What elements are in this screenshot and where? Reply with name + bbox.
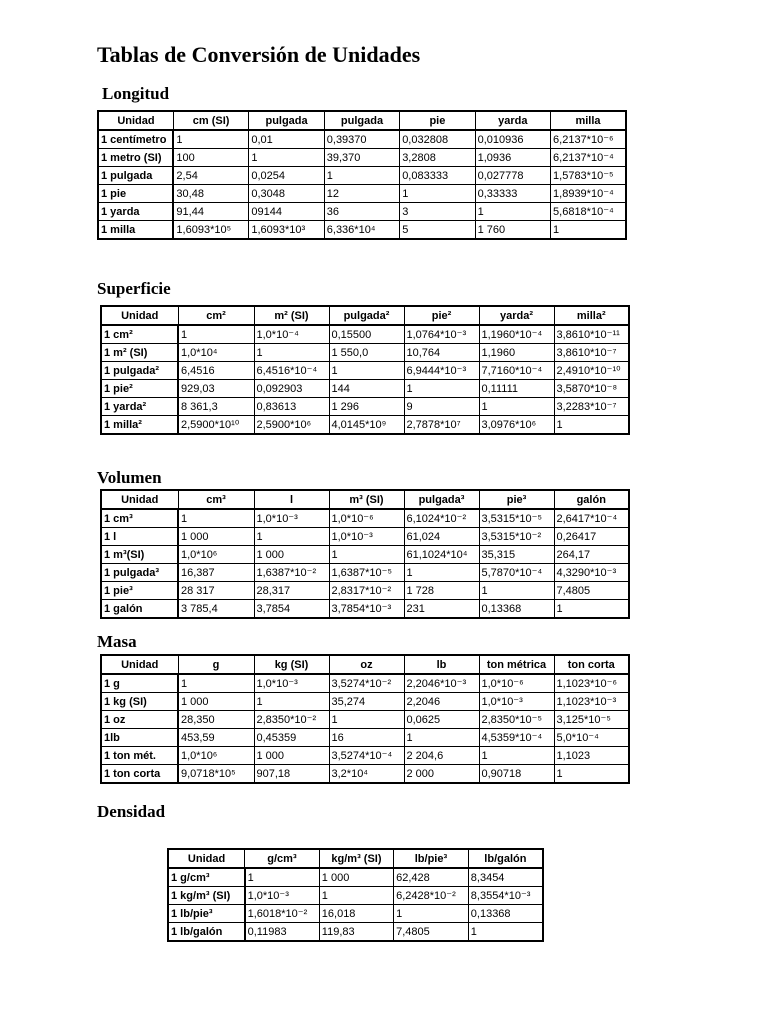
table-row xyxy=(101,509,629,528)
table-cell: 16,387 xyxy=(178,564,254,582)
table-cell: 2,5900*10¹⁰ xyxy=(178,416,254,435)
table-cell: 8,3554*10⁻³ xyxy=(468,887,543,905)
table-cell: 39,370 xyxy=(324,149,399,167)
table-cell: 0,11983 xyxy=(245,923,320,942)
table-cell: 0,26417 xyxy=(554,528,629,546)
table-cell: 28,317 xyxy=(254,582,329,600)
table-cell: 1 xyxy=(178,325,254,344)
table-cell: 3,2283*10⁻⁷ xyxy=(554,398,629,416)
table-row xyxy=(98,130,626,149)
table-cell: 1 xyxy=(404,380,479,398)
column-header: cm (SI) xyxy=(173,111,248,130)
table-cell: 1,6387*10⁻⁵ xyxy=(329,564,404,582)
table-cell: 1 296 xyxy=(329,398,404,416)
row-header-cell: 1 pulgada² xyxy=(101,362,178,380)
table-masa xyxy=(100,654,630,784)
row-header-cell: 1 cm² xyxy=(101,325,178,344)
table-cell: 1,6093*10³ xyxy=(249,221,324,240)
table-cell: 1 xyxy=(254,693,329,711)
row-header-cell: 1 cm³ xyxy=(101,509,178,528)
table-cell: 0,13368 xyxy=(479,600,554,619)
table-cell: 2,4910*10⁻¹⁰ xyxy=(554,362,629,380)
section-title-longitud: Longitud xyxy=(102,84,170,103)
table-row xyxy=(168,923,543,942)
table-cell: 0,083333 xyxy=(400,167,475,185)
table-cell: 0,027778 xyxy=(475,167,550,185)
table-cell: 929,03 xyxy=(178,380,254,398)
table-cell: 1 000 xyxy=(178,528,254,546)
table-header-row xyxy=(101,655,629,674)
table-cell: 1,0*10⁶ xyxy=(178,747,254,765)
row-header-cell: 1 lb/pie³ xyxy=(168,905,245,923)
column-header: pie² xyxy=(404,306,479,325)
table-cell: 4,0145*10⁹ xyxy=(329,416,404,435)
table-cell: 1,0*10⁻³ xyxy=(329,528,404,546)
row-header-cell: 1 yarda xyxy=(98,203,173,221)
table-cell: 2,6417*10⁻⁴ xyxy=(554,509,629,528)
row-header-cell: 1 ton mét. xyxy=(101,747,178,765)
table-cell: 6,4516 xyxy=(178,362,254,380)
table-row xyxy=(168,905,543,923)
column-header: pulgada xyxy=(324,111,399,130)
table-cell: 61,024 xyxy=(404,528,479,546)
table-cell: 6,4516*10⁻⁴ xyxy=(254,362,329,380)
row-header-cell: 1 l xyxy=(101,528,178,546)
table-cell: 1 xyxy=(404,729,479,747)
row-header-cell: 1 g xyxy=(101,674,178,693)
table-cell: 0,092903 xyxy=(254,380,329,398)
table-cell: 0,0254 xyxy=(249,167,324,185)
table-cell: 3,2808 xyxy=(400,149,475,167)
column-header: Unidad xyxy=(101,655,178,674)
table-cell: 1,1023*10⁻⁶ xyxy=(554,674,629,693)
table-cell: 1 xyxy=(400,185,475,203)
table-cell: 09144 xyxy=(249,203,324,221)
table-cell: 28,350 xyxy=(178,711,254,729)
table-cell: 5,6818*10⁻⁴ xyxy=(551,203,626,221)
table-cell: 1,0764*10⁻³ xyxy=(404,325,479,344)
column-header: ton corta xyxy=(554,655,629,674)
column-header: pulgada xyxy=(249,111,324,130)
row-header-cell: 1 pie xyxy=(98,185,173,203)
table-cell: 3,5870*10⁻⁸ xyxy=(554,380,629,398)
column-header: kg (SI) xyxy=(254,655,329,674)
column-header: cm³ xyxy=(178,490,254,509)
table-cell: 2,54 xyxy=(173,167,248,185)
column-header: Unidad xyxy=(101,490,178,509)
table-row xyxy=(101,362,629,380)
row-header-cell: 1 g/cm³ xyxy=(168,868,245,887)
column-header: Unidad xyxy=(101,306,178,325)
table-cell: 5,7870*10⁻⁴ xyxy=(479,564,554,582)
table-cell: 119,83 xyxy=(319,923,393,942)
table-row xyxy=(101,546,629,564)
table-cell: 1 xyxy=(554,765,629,784)
table-cell: 1 xyxy=(394,905,469,923)
row-header-cell: 1 galón xyxy=(101,600,178,619)
table-cell: 1 xyxy=(249,149,324,167)
row-header-cell: 1 kg (SI) xyxy=(101,693,178,711)
table-cell: 6,2137*10⁻⁶ xyxy=(551,130,626,149)
table-cell: 3,7854 xyxy=(254,600,329,619)
table-cell: 8,3454 xyxy=(468,868,543,887)
table-cell: 36 xyxy=(324,203,399,221)
section-title-masa: Masa xyxy=(97,632,137,651)
column-header: lb xyxy=(404,655,479,674)
table-cell: 0,83613 xyxy=(254,398,329,416)
table-cell: 28 317 xyxy=(178,582,254,600)
column-header: yarda² xyxy=(479,306,554,325)
table-cell: 2,8350*10⁻² xyxy=(254,711,329,729)
table-row xyxy=(101,380,629,398)
table-cell: 1,6093*10⁵ xyxy=(173,221,248,240)
table-cell: 3,8610*10⁻⁷ xyxy=(554,344,629,362)
table-cell: 0,39370 xyxy=(324,130,399,149)
table-row xyxy=(101,747,629,765)
row-header-cell: 1 kg/m³ (SI) xyxy=(168,887,245,905)
column-header: m² (SI) xyxy=(254,306,329,325)
table-superficie xyxy=(100,305,630,435)
table-cell: 1 760 xyxy=(475,221,550,240)
page-title: Tablas de Conversión de Unidades xyxy=(97,42,421,67)
table-header-row xyxy=(101,490,629,509)
section-title-superficie: Superficie xyxy=(97,279,171,298)
table-cell: 6,2137*10⁻⁴ xyxy=(551,149,626,167)
table-cell: 1,6018*10⁻² xyxy=(245,905,320,923)
table-cell: 0,90718 xyxy=(479,765,554,784)
column-header: ton métrica xyxy=(479,655,554,674)
table-cell: 2,2046 xyxy=(404,693,479,711)
table-cell: 1,6387*10⁻² xyxy=(254,564,329,582)
column-header: lb/pie³ xyxy=(394,849,469,868)
table-cell: 6,1024*10⁻² xyxy=(404,509,479,528)
table-cell: 1 xyxy=(468,923,543,942)
table-cell: 1 xyxy=(329,362,404,380)
table-cell: 1,0*10⁻³ xyxy=(479,693,554,711)
table-cell: 1,1960 xyxy=(479,344,554,362)
table-row xyxy=(101,582,629,600)
table-cell: 12 xyxy=(324,185,399,203)
table-cell: 0,11111 xyxy=(479,380,554,398)
table-cell: 35,274 xyxy=(329,693,404,711)
table-row xyxy=(101,325,629,344)
table-longitud xyxy=(97,110,627,240)
table-cell: 3 xyxy=(400,203,475,221)
table-cell: 4,5359*10⁻⁴ xyxy=(479,729,554,747)
table-cell: 1 000 xyxy=(319,868,393,887)
table-cell: 7,4805 xyxy=(394,923,469,942)
column-header: oz xyxy=(329,655,404,674)
table-cell: 1 xyxy=(479,582,554,600)
table-cell: 1 xyxy=(254,528,329,546)
table-cell: 2,2046*10⁻³ xyxy=(404,674,479,693)
table-cell: 1,5783*10⁻⁵ xyxy=(551,167,626,185)
table-cell: 3,5315*10⁻² xyxy=(479,528,554,546)
table-cell: 1,1960*10⁻⁴ xyxy=(479,325,554,344)
table-cell: 1,0*10⁻³ xyxy=(254,674,329,693)
column-header: pie xyxy=(400,111,475,130)
table-row xyxy=(168,887,543,905)
table-row xyxy=(168,868,543,887)
table-cell: 9 xyxy=(404,398,479,416)
column-header: milla xyxy=(551,111,626,130)
table-cell: 2 000 xyxy=(404,765,479,784)
row-header-cell: 1 m² (SI) xyxy=(101,344,178,362)
table-densidad xyxy=(167,848,544,942)
table-cell: 1 xyxy=(479,747,554,765)
table-row xyxy=(101,674,629,693)
row-header-cell: 1 pie³ xyxy=(101,582,178,600)
table-row xyxy=(98,221,626,240)
table-cell: 3,125*10⁻⁵ xyxy=(554,711,629,729)
row-header-cell: 1 pulgada³ xyxy=(101,564,178,582)
table-cell: 1 xyxy=(173,130,248,149)
column-header: galón xyxy=(554,490,629,509)
table-row xyxy=(101,344,629,362)
table-cell: 3,5274*10⁻⁴ xyxy=(329,747,404,765)
table-row xyxy=(101,693,629,711)
table-cell: 3,0976*10⁶ xyxy=(479,416,554,435)
table-cell: 16 xyxy=(329,729,404,747)
column-header: g xyxy=(178,655,254,674)
table-row xyxy=(101,528,629,546)
table-row xyxy=(101,765,629,784)
table-cell: 1,0*10⁻³ xyxy=(245,887,320,905)
row-header-cell: 1lb xyxy=(101,729,178,747)
column-header: Unidad xyxy=(98,111,173,130)
table-cell: 10,764 xyxy=(404,344,479,362)
table-cell: 35,315 xyxy=(479,546,554,564)
table-cell: 6,2428*10⁻² xyxy=(394,887,469,905)
table-cell: 907,18 xyxy=(254,765,329,784)
table-cell: 1 xyxy=(329,546,404,564)
column-header: l xyxy=(254,490,329,509)
table-cell: 1,0*10⁶ xyxy=(178,546,254,564)
column-header: pulgada³ xyxy=(404,490,479,509)
table-row xyxy=(101,416,629,435)
table-cell: 1 728 xyxy=(404,582,479,600)
table-cell: 3,2*10⁴ xyxy=(329,765,404,784)
table-cell: 144 xyxy=(329,380,404,398)
column-header: milla² xyxy=(554,306,629,325)
column-header: kg/m³ (SI) xyxy=(319,849,393,868)
table-cell: 7,4805 xyxy=(554,582,629,600)
table-row xyxy=(98,167,626,185)
table-cell: 1 xyxy=(554,600,629,619)
table-cell: 2 204,6 xyxy=(404,747,479,765)
table-cell: 1,0*10⁻³ xyxy=(254,509,329,528)
row-header-cell: 1 milla xyxy=(98,221,173,240)
section-title-densidad: Densidad xyxy=(97,802,166,821)
column-header: g/cm³ xyxy=(245,849,320,868)
table-cell: 0,01 xyxy=(249,130,324,149)
table-cell: 0,032808 xyxy=(400,130,475,149)
table-header-row xyxy=(101,306,629,325)
table-cell: 231 xyxy=(404,600,479,619)
table-cell: 1 xyxy=(329,711,404,729)
table-cell: 1,0936 xyxy=(475,149,550,167)
table-cell: 1 000 xyxy=(178,693,254,711)
table-cell: 0,0625 xyxy=(404,711,479,729)
table-cell: 1 xyxy=(245,868,320,887)
table-cell: 1 000 xyxy=(254,747,329,765)
row-header-cell: 1 m³(SI) xyxy=(101,546,178,564)
table-cell: 3 785,4 xyxy=(178,600,254,619)
column-header: cm² xyxy=(178,306,254,325)
table-cell: 1 xyxy=(551,221,626,240)
table-cell: 2,5900*10⁶ xyxy=(254,416,329,435)
table-cell: 8 361,3 xyxy=(178,398,254,416)
table-cell: 1,0*10⁴ xyxy=(178,344,254,362)
table-cell: 3,5315*10⁻⁵ xyxy=(479,509,554,528)
table-cell: 1 000 xyxy=(254,546,329,564)
table-row xyxy=(101,600,629,619)
table-cell: 62,428 xyxy=(394,868,469,887)
column-header: pulgada² xyxy=(329,306,404,325)
table-cell: 5,0*10⁻⁴ xyxy=(554,729,629,747)
table-cell: 1,0*10⁻⁶ xyxy=(329,509,404,528)
table-cell: 2,8317*10⁻² xyxy=(329,582,404,600)
column-header: Unidad xyxy=(168,849,245,868)
table-cell: 0,33333 xyxy=(475,185,550,203)
table-cell: 1 xyxy=(475,203,550,221)
table-cell: 2,7878*10⁷ xyxy=(404,416,479,435)
row-header-cell: 1 yarda² xyxy=(101,398,178,416)
column-header: lb/galón xyxy=(468,849,543,868)
table-cell: 3,8610*10⁻¹¹ xyxy=(554,325,629,344)
row-header-cell: 1 milla² xyxy=(101,416,178,435)
table-row xyxy=(98,149,626,167)
table-cell: 453,59 xyxy=(178,729,254,747)
table-cell: 264,17 xyxy=(554,546,629,564)
column-header: pie³ xyxy=(479,490,554,509)
table-cell: 61,1024*10⁴ xyxy=(404,546,479,564)
table-cell: 1,8939*10⁻⁴ xyxy=(551,185,626,203)
row-header-cell: 1 ton corta xyxy=(101,765,178,784)
row-header-cell: 1 lb/galón xyxy=(168,923,245,942)
table-cell: 0,010936 xyxy=(475,130,550,149)
table-cell: 7,7160*10⁻⁴ xyxy=(479,362,554,380)
table-row xyxy=(98,185,626,203)
table-cell: 1 xyxy=(324,167,399,185)
table-cell: 91,44 xyxy=(173,203,248,221)
table-row xyxy=(101,711,629,729)
table-cell: 5 xyxy=(400,221,475,240)
column-header: m³ (SI) xyxy=(329,490,404,509)
row-header-cell: 1 centímetro xyxy=(98,130,173,149)
table-cell: 1,1023 xyxy=(554,747,629,765)
table-cell: 4,3290*10⁻³ xyxy=(554,564,629,582)
table-cell: 0,15500 xyxy=(329,325,404,344)
row-header-cell: 1 pulgada xyxy=(98,167,173,185)
row-header-cell: 1 metro (SI) xyxy=(98,149,173,167)
table-cell: 1 xyxy=(554,416,629,435)
table-row xyxy=(101,398,629,416)
table-cell: 1 xyxy=(404,564,479,582)
table-cell: 1,0*10⁻⁶ xyxy=(479,674,554,693)
table-cell: 0,3048 xyxy=(249,185,324,203)
table-row xyxy=(101,729,629,747)
table-cell: 0,45359 xyxy=(254,729,329,747)
section-title-volumen: Volumen xyxy=(97,468,162,487)
table-cell: 6,336*10⁴ xyxy=(324,221,399,240)
table-cell: 9,0718*10⁵ xyxy=(178,765,254,784)
table-cell: 1 xyxy=(254,344,329,362)
table-cell: 6,9444*10⁻³ xyxy=(404,362,479,380)
table-cell: 1,1023*10⁻³ xyxy=(554,693,629,711)
table-cell: 1 xyxy=(178,674,254,693)
table-cell: 1,0*10⁻⁴ xyxy=(254,325,329,344)
table-row xyxy=(98,203,626,221)
table-cell: 1 xyxy=(178,509,254,528)
row-header-cell: 1 pie² xyxy=(101,380,178,398)
table-cell: 16,018 xyxy=(319,905,393,923)
table-cell: 1 xyxy=(479,398,554,416)
table-cell: 1 xyxy=(319,887,393,905)
table-cell: 100 xyxy=(173,149,248,167)
table-cell: 3,7854*10⁻³ xyxy=(329,600,404,619)
table-volumen xyxy=(100,489,630,619)
table-cell: 3,5274*10⁻² xyxy=(329,674,404,693)
table-cell: 0,13368 xyxy=(468,905,543,923)
row-header-cell: 1 oz xyxy=(101,711,178,729)
table-row xyxy=(101,564,629,582)
table-cell: 2,8350*10⁻⁵ xyxy=(479,711,554,729)
table-cell: 30,48 xyxy=(173,185,248,203)
column-header: yarda xyxy=(475,111,550,130)
table-header-row xyxy=(168,849,543,868)
table-cell: 1 550,0 xyxy=(329,344,404,362)
table-header-row xyxy=(98,111,626,130)
